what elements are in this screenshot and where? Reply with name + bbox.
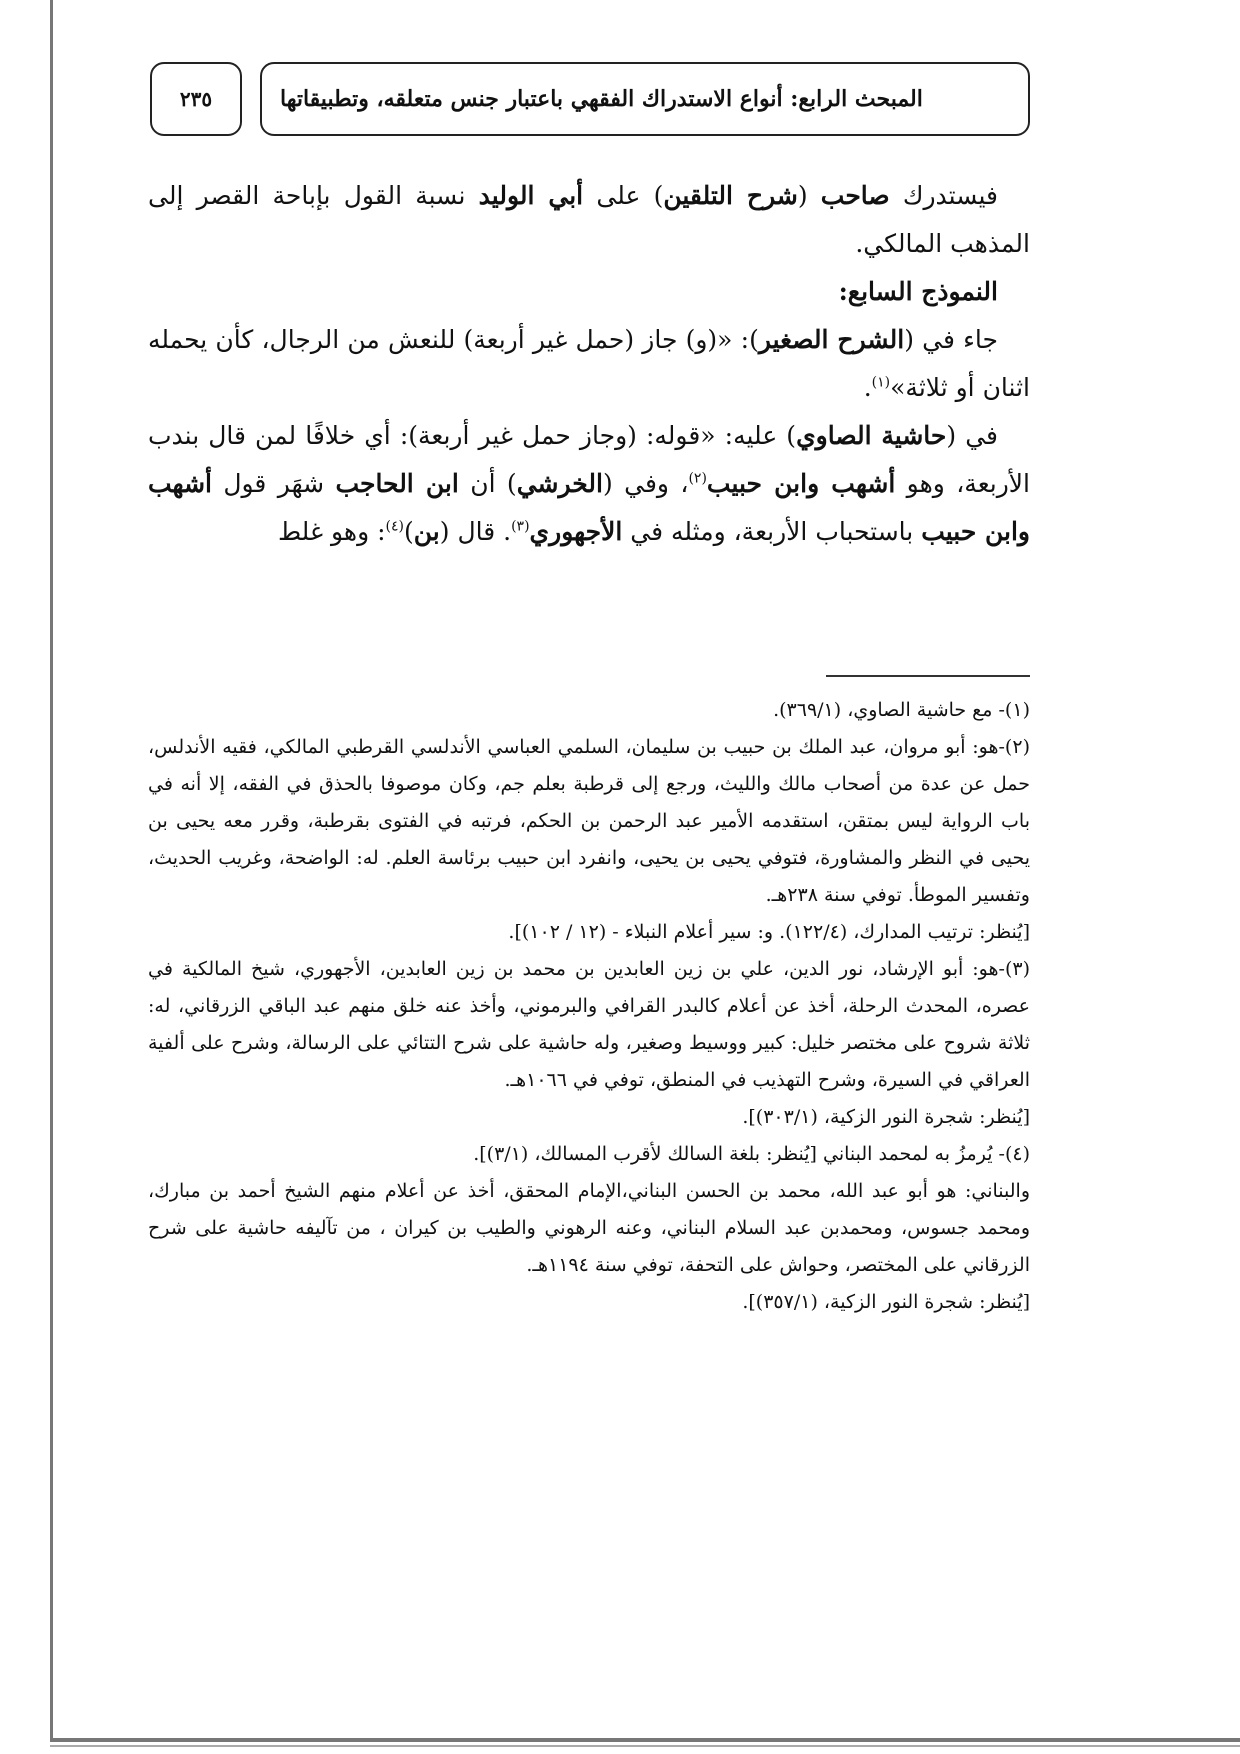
text-run: فيستدرك xyxy=(889,181,998,210)
text-run: ) أن xyxy=(458,469,517,498)
text-run: ) عليه: «قوله: (وجاز حمل غير أربعة): أي خلافًا لمن قال بندب الأربعة، وهو xyxy=(148,421,1030,498)
text-run: شهَر قول xyxy=(211,469,336,498)
page-frame-bottom-shadow xyxy=(50,1745,1240,1747)
bold-text: شرح التلقين xyxy=(663,181,798,210)
bold-text: حاشية الصاوي xyxy=(796,421,947,450)
bold-text: أشهب وابن حبيب xyxy=(148,469,1030,546)
paragraph-1 xyxy=(148,172,1030,268)
bold-text: أشهب وابن حبيب xyxy=(706,469,896,498)
page-frame-left xyxy=(50,0,53,1741)
paragraph-3 xyxy=(148,412,1030,556)
text-run: ): «(و) جاز (حمل غير أربعة) للنعش من الرجال، كأن يحمله اثنان أو ثلاثة» xyxy=(148,325,1030,402)
bold-text: بن xyxy=(413,517,440,546)
bold-text: الشرح الصغير xyxy=(758,325,905,354)
paragraph-2 xyxy=(148,316,1030,412)
text-run: نسبة القول بإباحة القصر إلى المذهب المالكي. xyxy=(148,181,1030,258)
text-run: ( xyxy=(797,181,821,210)
bold-text: صاحب xyxy=(820,181,890,210)
text-run: في ( xyxy=(946,421,998,450)
text-run: ، وفي ( xyxy=(602,469,689,498)
footnote-ref[interactable]: (١) xyxy=(871,374,891,391)
footnote-separator xyxy=(826,675,1030,677)
running-header xyxy=(260,62,1030,136)
page-number: ٢٣٥ xyxy=(179,87,213,111)
main-text xyxy=(148,172,1030,556)
footnote-4: (٤)- يُرمزُ به لمحمد البناني [يُنظر: بلغة السالك لأقرب المسالك، (٣/١)]. xyxy=(473,1143,1030,1165)
footnotes xyxy=(148,692,1030,1321)
footnote-ref[interactable]: (٤) xyxy=(385,518,404,535)
page-number-box xyxy=(150,62,242,136)
text-run: ) على xyxy=(583,181,664,210)
text-run: جاء في ( xyxy=(904,325,998,354)
footnote-4-continued: والبناني: هو أبو عبد الله، محمد بن الحسن البناني،الإمام المحقق، أخذ عن أعلام منهم الشيخ أحمد بن مبارك، ومحمد جسوس، ومحمدبن عبد السلام البناني، وعنه الرهوني والطيب بن كيران ، من تآليفه حاشية على شرح الزرقاني على المختصر، وحواش على التحفة، توفي سنة ١١٩٤هـ. xyxy=(148,1180,1030,1276)
footnote-2: (٢)-هو: أبو مروان، عبد الملك بن حبيب بن سليمان، السلمي العباسي الأندلسي القرطبي المالكي، فقيه الأندلس، حمل عن عدة من أصحاب مالك والليث، ورجع إلى قرطبة بعلم جم، وكان موصوفا بالحذق في الفقه، إلا أنه في باب الرواية ليس بمتقن، استقدمه الأمير عبد الرحمن بن الحكم، فرتبه في الفتوى بقرطبة، وقرر معه يحيى بن يحيى في النظر والمشاورة، فتوفي يحيى بن يحيى، وانفرد ابن حبيب برئاسة العلم. له: الواضحة، وغريب الحديث، وتفسير الموطأ. توفي سنة ٢٣٨هـ. xyxy=(148,736,1030,906)
footnote-ref[interactable]: (٢) xyxy=(688,470,707,487)
section-heading: النموذج السابع: xyxy=(838,277,998,306)
bold-text: أبي الوليد xyxy=(478,181,584,210)
text-run: : وهو غلط xyxy=(277,517,386,546)
header-title: المبحث الرابع: أنواع الاستدراك الفقهي باعتبار جنس متعلقه، وتطبيقاتها xyxy=(280,86,923,112)
footnote-2-reference: [يُنظر: ترتيب المدارك، (١٢٢/٤). و: سير أعلام النبلاء - (١٢ / ١٠٢)]. xyxy=(508,921,1030,943)
bold-text: الأجهوري xyxy=(529,517,623,546)
footnote-4-reference: [يُنظر: شجرة النور الزكية، (٣٥٧/١)]. xyxy=(742,1291,1030,1313)
text-run: ) xyxy=(403,517,414,546)
bold-text: الخرشي xyxy=(516,469,603,498)
footnote-3: (٣)-هو: أبو الإرشاد، نور الدين، علي بن زين العابدين بن محمد بن زين العابدين، الأجهوري، شيخ المالكية في عصره، المحدث الرحلة، أخذ عن أعلام كالبدر القرافي والبرموني، وأخذ عنه خلق منهم عبد الباقي الزرقاني، له: ثلاثة شروح على مختصر خليل: كبير ووسيط وصغير، وله حاشية على شرح التتائي على الرسالة، وشرح على ألفية العراقي في السيرة، وشرح التهذيب في المنطق، توفي في ١٠٦٦هـ. xyxy=(148,958,1030,1091)
page-frame-bottom xyxy=(50,1738,1240,1742)
text-run: . xyxy=(863,373,872,402)
footnote-1: (١)- مع حاشية الصاوي، (٣٦٩/١). xyxy=(773,699,1030,721)
footnote-3-reference: [يُنظر: شجرة النور الزكية، (٣٠٣/١)]. xyxy=(742,1106,1030,1128)
footnote-ref[interactable]: (٣) xyxy=(511,518,530,535)
text-run: . قال ( xyxy=(439,517,512,546)
bold-text: ابن الحاجب xyxy=(335,469,459,498)
text-run: باستحباب الأربعة، ومثله في xyxy=(622,517,922,546)
